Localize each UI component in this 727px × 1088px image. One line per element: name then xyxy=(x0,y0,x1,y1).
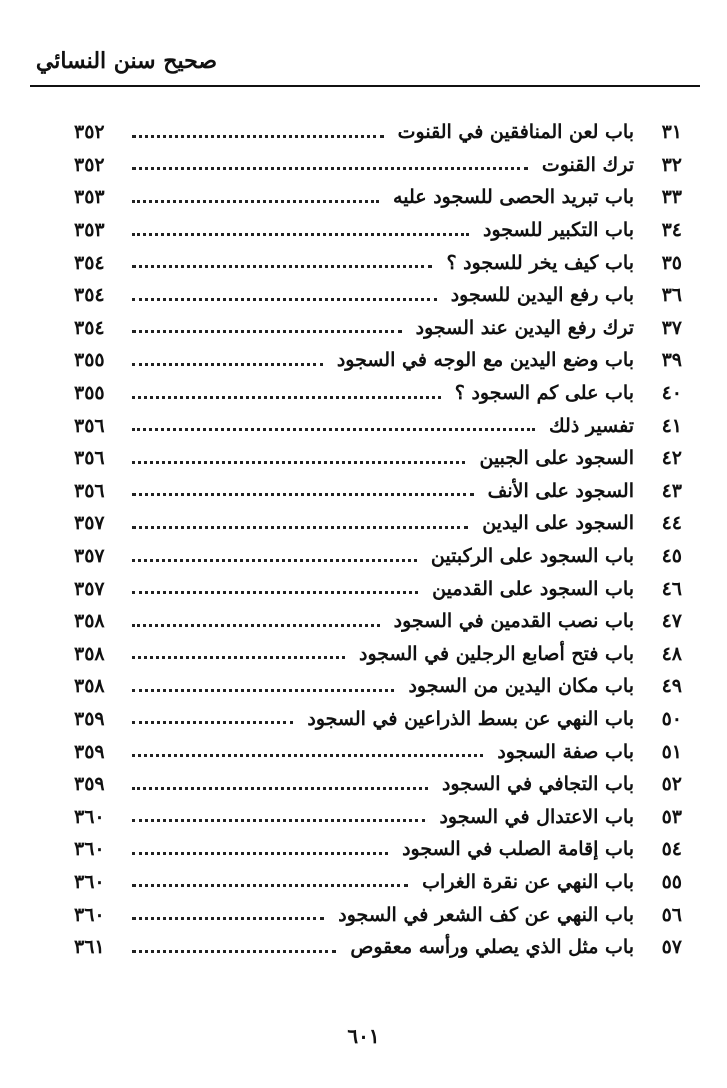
toc-entry-34 xyxy=(74,214,682,247)
dot-leader xyxy=(132,461,465,464)
dot-leader xyxy=(132,200,379,203)
toc-entry-33 xyxy=(74,181,682,214)
toc-entry-53 xyxy=(74,800,682,833)
entry-title: باب مكان اليدين من السجود xyxy=(408,675,634,698)
entry-title: باب النهي عن نقرة الغراب xyxy=(422,870,634,893)
toc-entry-36 xyxy=(74,279,682,312)
dot-leader xyxy=(132,526,468,529)
entry-number: ٣٦ xyxy=(661,284,682,307)
entry-page-number: ٣٥٧ xyxy=(74,512,105,535)
entry-number: ٣٢ xyxy=(661,153,682,176)
entry-page-number: ٣٥٦ xyxy=(74,414,105,437)
dot-leader xyxy=(132,917,324,920)
dot-leader xyxy=(132,135,384,138)
toc-entry-37 xyxy=(74,312,682,345)
entry-number: ٥١ xyxy=(661,740,682,763)
entry-number: ٤٩ xyxy=(661,675,682,698)
header-rule xyxy=(30,85,700,87)
toc-entry-52 xyxy=(74,768,682,801)
entry-page-number: ٣٥٣ xyxy=(74,186,105,209)
toc-entry-32 xyxy=(74,149,682,182)
entry-page-number: ٣٥٧ xyxy=(74,545,105,568)
entry-number: ٤٦ xyxy=(661,577,682,600)
entry-page-number: ٣٥٣ xyxy=(74,219,105,242)
toc-entry-54 xyxy=(74,833,682,866)
dot-leader xyxy=(132,396,441,399)
dot-leader xyxy=(132,330,402,333)
entry-number: ٥٧ xyxy=(661,936,682,959)
toc-entry-55 xyxy=(74,866,682,899)
dot-leader xyxy=(132,721,293,724)
toc-entry-43 xyxy=(74,475,682,508)
toc-entry-45 xyxy=(74,540,682,573)
entry-number: ٤٣ xyxy=(661,479,682,502)
entry-title: باب مثل الذي يصلي ورأسه معقوص xyxy=(350,936,634,959)
entry-number: ٣٥ xyxy=(661,251,682,274)
entry-page-number: ٣٥٩ xyxy=(74,740,105,763)
dot-leader xyxy=(132,591,418,594)
toc-entry-51 xyxy=(74,735,682,768)
entry-page-number: ٣٥٨ xyxy=(74,610,105,633)
entry-number: ٥٥ xyxy=(661,870,682,893)
dot-leader xyxy=(132,233,469,236)
entry-number: ٥٦ xyxy=(661,903,682,926)
entry-title: السجود على الأنف xyxy=(487,479,634,502)
dot-leader xyxy=(132,787,428,790)
toc-entry-40 xyxy=(74,377,682,410)
dot-leader xyxy=(132,689,394,692)
dot-leader xyxy=(132,852,388,855)
entry-number: ٤٤ xyxy=(661,512,682,535)
entry-title: باب كيف يخر للسجود ؟ xyxy=(446,251,634,274)
entry-title: السجود على اليدين xyxy=(482,512,634,535)
entry-page-number: ٣٥٤ xyxy=(74,316,105,339)
entry-number: ٥٠ xyxy=(661,707,682,730)
entry-title: باب فتح أصابع الرجلين في السجود xyxy=(359,642,634,665)
entry-number: ٥٢ xyxy=(661,773,682,796)
entry-page-number: ٣٥٨ xyxy=(74,675,105,698)
entry-number: ٣١ xyxy=(661,121,682,144)
entry-number: ٤٨ xyxy=(661,642,682,665)
entry-title: ترك القنوت xyxy=(541,153,634,176)
entry-page-number: ٣٦٠ xyxy=(74,903,105,926)
entry-page-number: ٣٦٠ xyxy=(74,870,105,893)
entry-page-number: ٣٥٨ xyxy=(74,642,105,665)
dot-leader xyxy=(132,754,483,757)
toc-entry-57 xyxy=(74,931,682,964)
entry-title: باب التكبير للسجود xyxy=(482,219,634,242)
dot-leader xyxy=(132,363,323,366)
entry-number: ٣٤ xyxy=(661,219,682,242)
entry-title: باب لعن المنافقين في القنوت xyxy=(397,121,634,144)
entry-number: ٤٢ xyxy=(661,447,682,470)
entry-title: باب النهي عن بسط الذراعين في السجود xyxy=(307,707,634,730)
dot-leader xyxy=(132,298,437,301)
toc-entry-56 xyxy=(74,898,682,931)
entry-page-number: ٣٥٥ xyxy=(74,382,105,405)
dot-leader xyxy=(132,559,417,562)
entry-title: باب السجود على القدمين xyxy=(432,577,634,600)
toc-entry-46 xyxy=(74,572,682,605)
table-of-contents xyxy=(74,116,682,963)
toc-entry-35 xyxy=(74,246,682,279)
entry-page-number: ٣٥٢ xyxy=(74,121,105,144)
entry-title: باب على كم السجود ؟ xyxy=(454,382,634,405)
entry-page-number: ٣٥٩ xyxy=(74,773,105,796)
toc-entry-42 xyxy=(74,442,682,475)
toc-entry-39 xyxy=(74,344,682,377)
toc-entry-48 xyxy=(74,638,682,671)
dot-leader xyxy=(132,265,432,268)
entry-title: ترك رفع اليدين عند السجود xyxy=(415,316,634,339)
dot-leader xyxy=(132,167,528,170)
entry-title: باب رفع اليدين للسجود xyxy=(450,284,634,307)
entry-title: باب السجود على الركبتين xyxy=(430,545,634,568)
toc-entry-31 xyxy=(74,116,682,149)
running-header-title: صحيح سنن النسائي xyxy=(35,48,217,74)
dot-leader xyxy=(132,428,535,431)
entry-title: باب التجافي في السجود xyxy=(441,773,634,796)
entry-page-number: ٣٦٠ xyxy=(74,805,105,828)
entry-number: ٣٣ xyxy=(661,186,682,209)
entry-title: تفسير ذلك xyxy=(549,414,634,437)
entry-title: باب النهي عن كف الشعر في السجود xyxy=(338,903,634,926)
page-number: ٦٠١ xyxy=(347,1024,380,1048)
dot-leader xyxy=(132,624,380,627)
entry-page-number: ٣٥٤ xyxy=(74,251,105,274)
dot-leader xyxy=(132,656,345,659)
entry-title: السجود على الجبين xyxy=(479,447,634,470)
entry-page-number: ٣٥٦ xyxy=(74,447,105,470)
entry-title: باب الاعتدال في السجود xyxy=(439,805,634,828)
entry-title: باب تبريد الحصى للسجود عليه xyxy=(393,186,634,209)
entry-number: ٥٣ xyxy=(661,805,682,828)
dot-leader xyxy=(132,884,408,887)
entry-title: باب وضع اليدين مع الوجه في السجود xyxy=(336,349,634,372)
toc-entry-41 xyxy=(74,409,682,442)
entry-number: ٤٧ xyxy=(661,610,682,633)
dot-leader xyxy=(132,819,425,822)
entry-title: باب صفة السجود xyxy=(497,740,634,763)
entry-number: ٥٤ xyxy=(661,838,682,861)
entry-number: ٤٠ xyxy=(661,382,682,405)
dot-leader xyxy=(132,493,474,496)
dot-leader xyxy=(132,950,336,953)
entry-page-number: ٣٦٠ xyxy=(74,838,105,861)
toc-entry-49 xyxy=(74,670,682,703)
entry-number: ٤١ xyxy=(661,414,682,437)
entry-page-number: ٣٦١ xyxy=(74,936,105,959)
entry-title: باب نصب القدمين في السجود xyxy=(393,610,634,633)
entry-page-number: ٣٥٤ xyxy=(74,284,105,307)
entry-number: ٣٧ xyxy=(661,316,682,339)
entry-page-number: ٣٥٢ xyxy=(74,153,105,176)
toc-entry-47 xyxy=(74,605,682,638)
entry-page-number: ٣٥٦ xyxy=(74,479,105,502)
toc-entry-50 xyxy=(74,703,682,736)
entry-title: باب إقامة الصلب في السجود xyxy=(402,838,634,861)
entry-page-number: ٣٥٩ xyxy=(74,707,105,730)
entry-page-number: ٣٥٥ xyxy=(74,349,105,372)
entry-number: ٣٩ xyxy=(661,349,682,372)
entry-number: ٤٥ xyxy=(661,545,682,568)
toc-entry-44 xyxy=(74,507,682,540)
entry-page-number: ٣٥٧ xyxy=(74,577,105,600)
